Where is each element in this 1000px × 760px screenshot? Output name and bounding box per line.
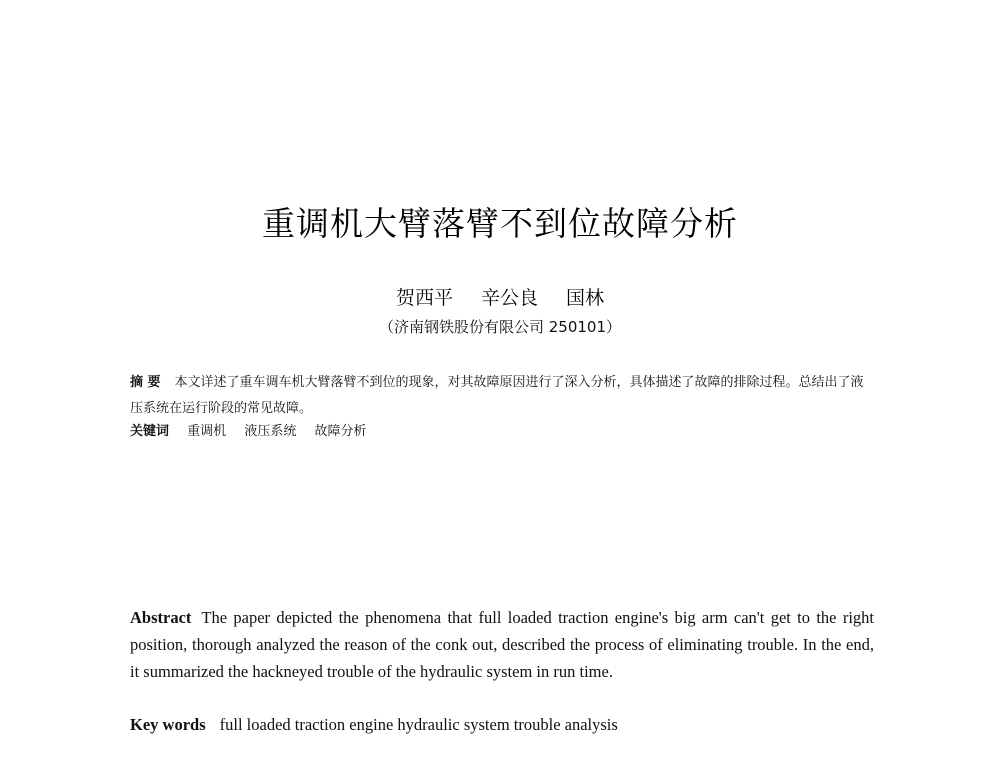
keyword-cn-item: 故障分析 [314, 424, 367, 439]
abstract-cn-text: 本文详述了重车调车机大臂落臂不到位的现象，对其故障原因进行了深入分析，具体描述了故障的排除过程。总结出了液压系统在运行阶段的常见故障。 [130, 375, 864, 416]
paper-authors: 贺西平 辛公良 国林 [395, 287, 605, 309]
paper-title: 重调机大臂落臂不到位故障分析 [262, 204, 738, 243]
keywords-cn-label: 关键词 [130, 424, 170, 439]
keyword-cn-item: 液压系统 [244, 424, 297, 439]
keywords-en [130, 713, 874, 737]
abstract-en [130, 604, 874, 685]
keyword-cn-item: 重调机 [187, 424, 227, 439]
abstract-cn-label: 摘 要 [130, 375, 161, 390]
keywords-en-text: full loaded traction engine hydraulic system trouble analysis [219, 715, 618, 734]
keywords-cn [130, 422, 874, 442]
keywords-en-label: Key words [130, 715, 206, 734]
abstract-cn [130, 370, 874, 422]
abstract-en-text: The paper depicted the phenomena that full loaded traction engine's big arm can't get to the right position, thorough analyzed the reason of the conk out, described the process of eliminating trouble. In the end, it summarized the hackneyed trouble of the hydraulic system in run time. [130, 608, 874, 681]
abstract-en-label: Abstract [130, 608, 192, 627]
paper-affiliation: （济南钢铁股份有限公司 250101） [378, 318, 622, 336]
